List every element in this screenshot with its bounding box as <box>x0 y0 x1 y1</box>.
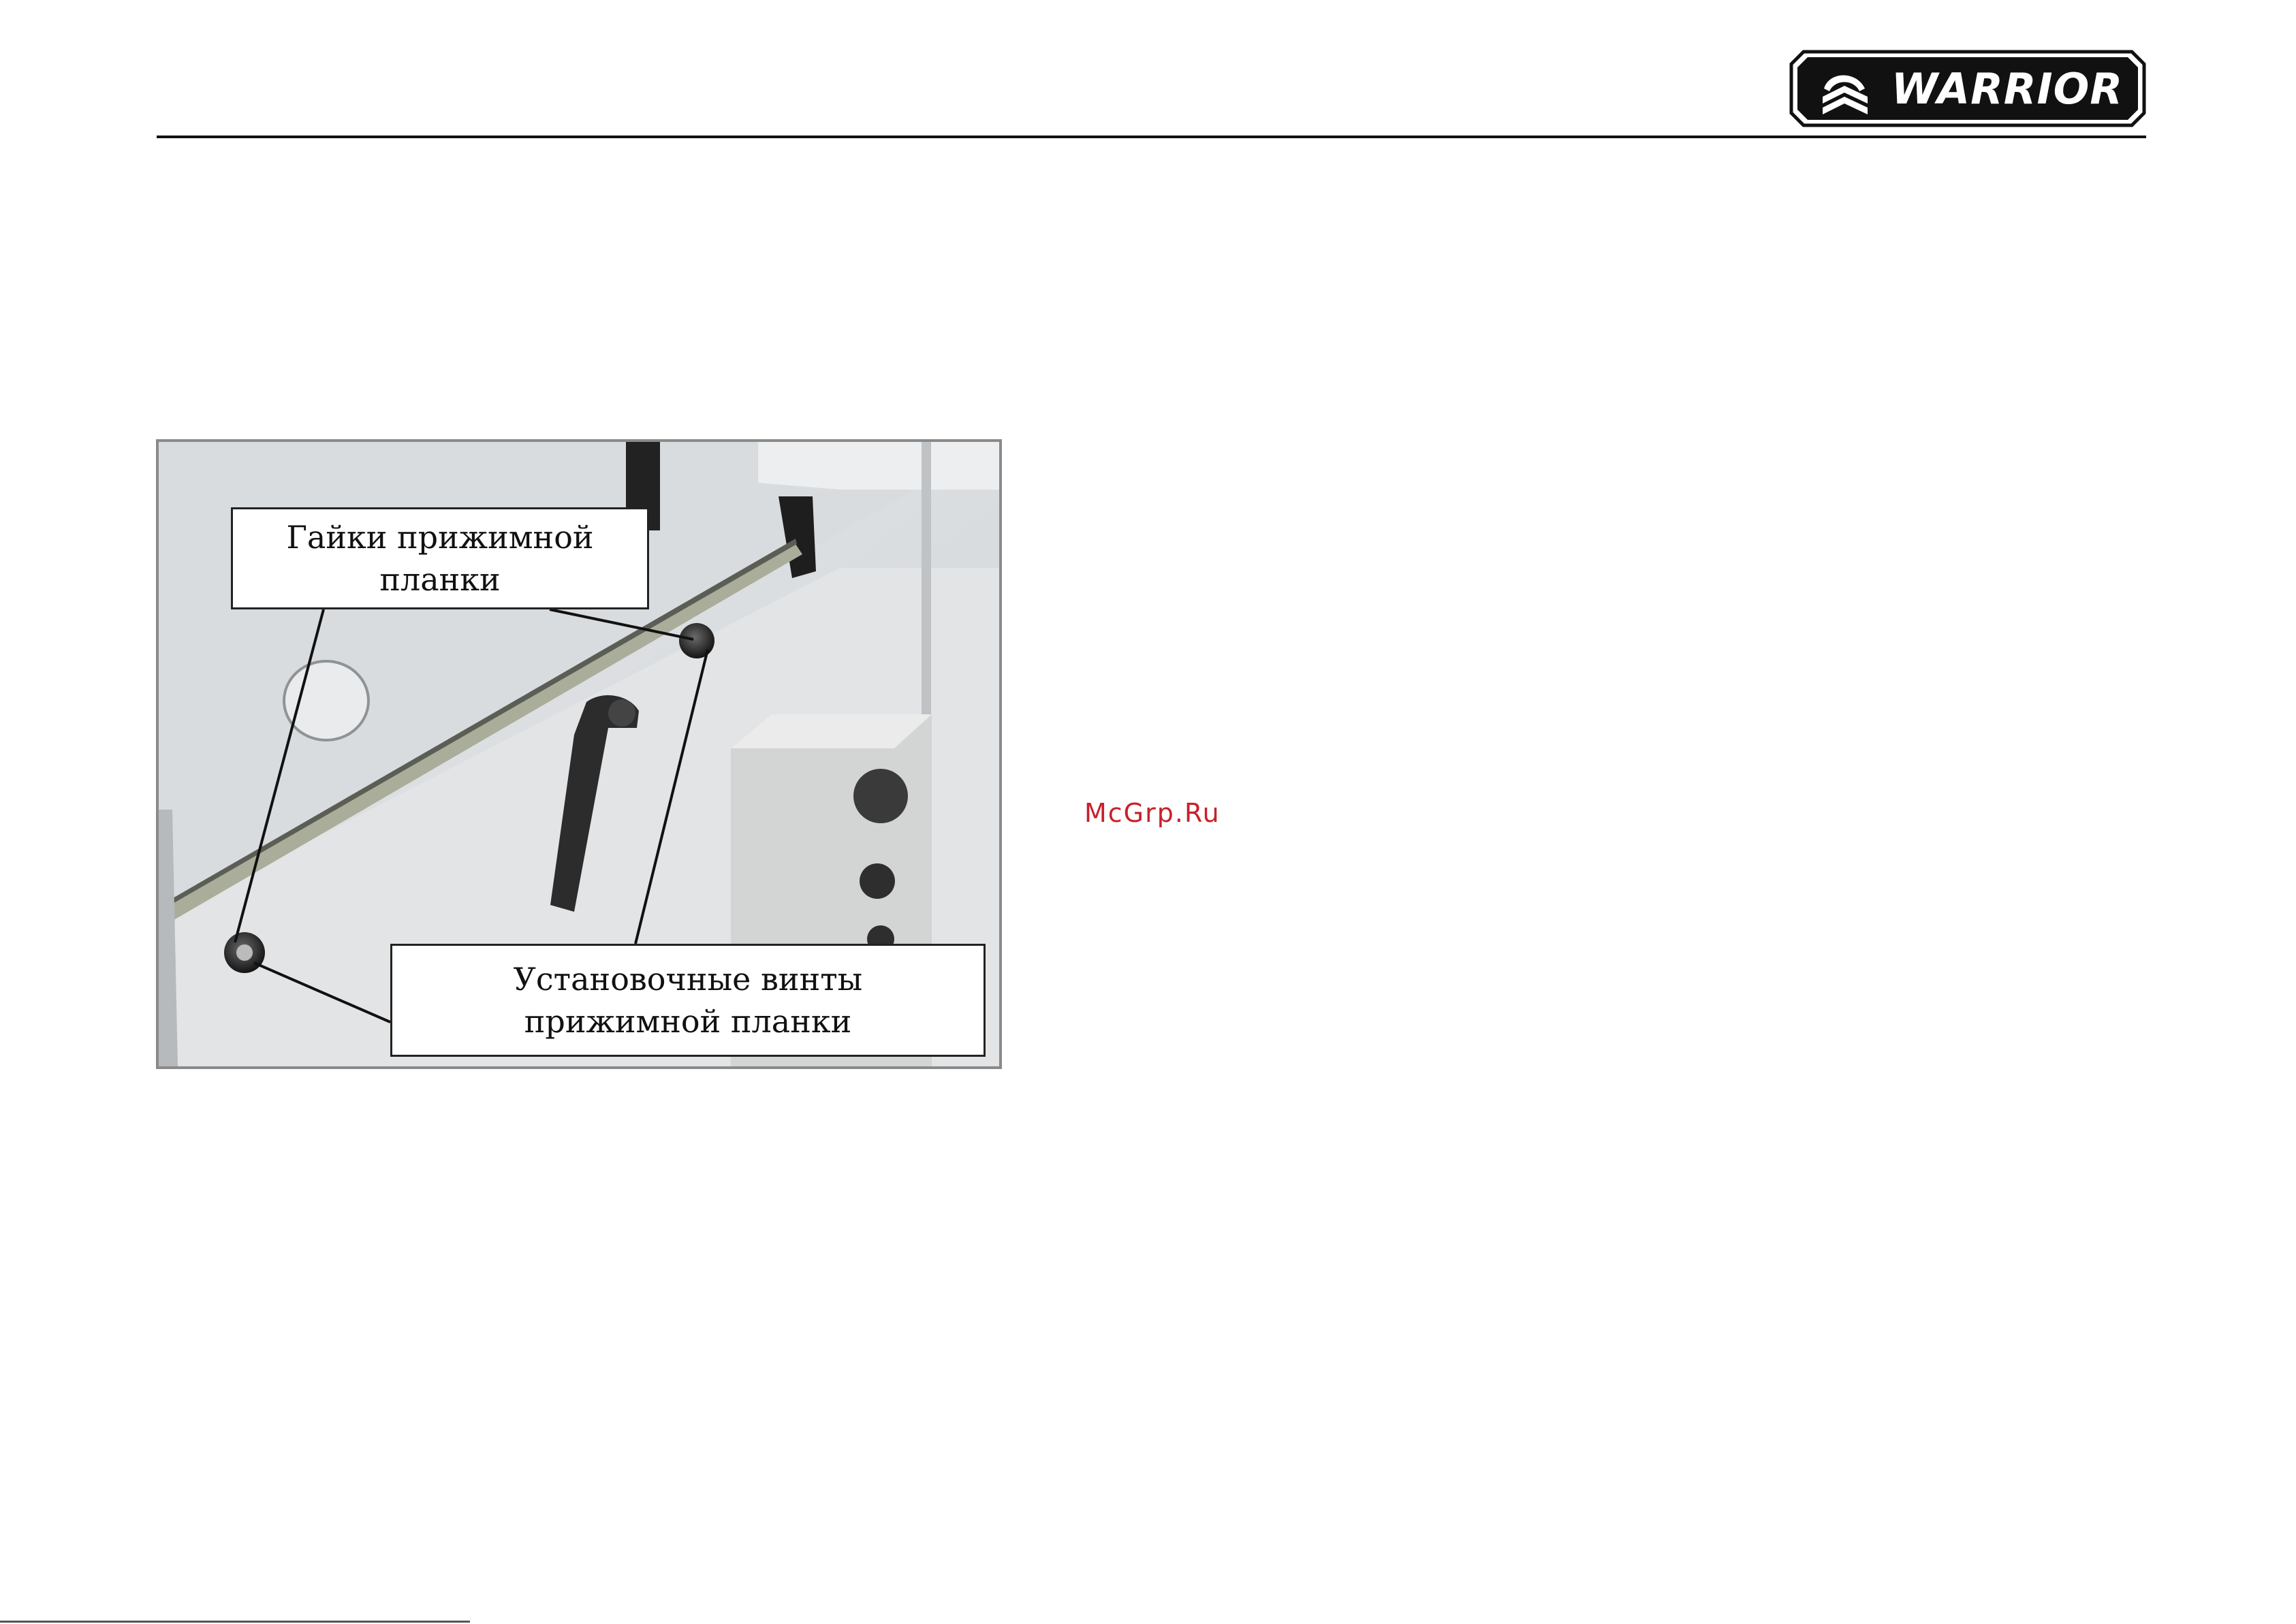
callout-pressure-bar-nuts <box>231 507 649 609</box>
callout-setting-screws <box>390 944 986 1057</box>
callout-screws-line-2: прижимной планки <box>524 1003 852 1040</box>
adjustment-photo <box>156 439 1002 1069</box>
brand-logo <box>1789 49 2147 128</box>
watermark-link[interactable]: McGrp.Ru <box>1084 798 1221 828</box>
callout-nuts-line-1: Гайки прижимной <box>286 519 594 556</box>
callout-nuts-line-2: планки <box>379 561 501 598</box>
footer-divider <box>0 1621 470 1623</box>
callout-screws-line-1: Установочные винты <box>513 961 863 998</box>
logo-wordmark: WARRIOR <box>1891 64 2124 114</box>
header-divider <box>157 136 2146 138</box>
